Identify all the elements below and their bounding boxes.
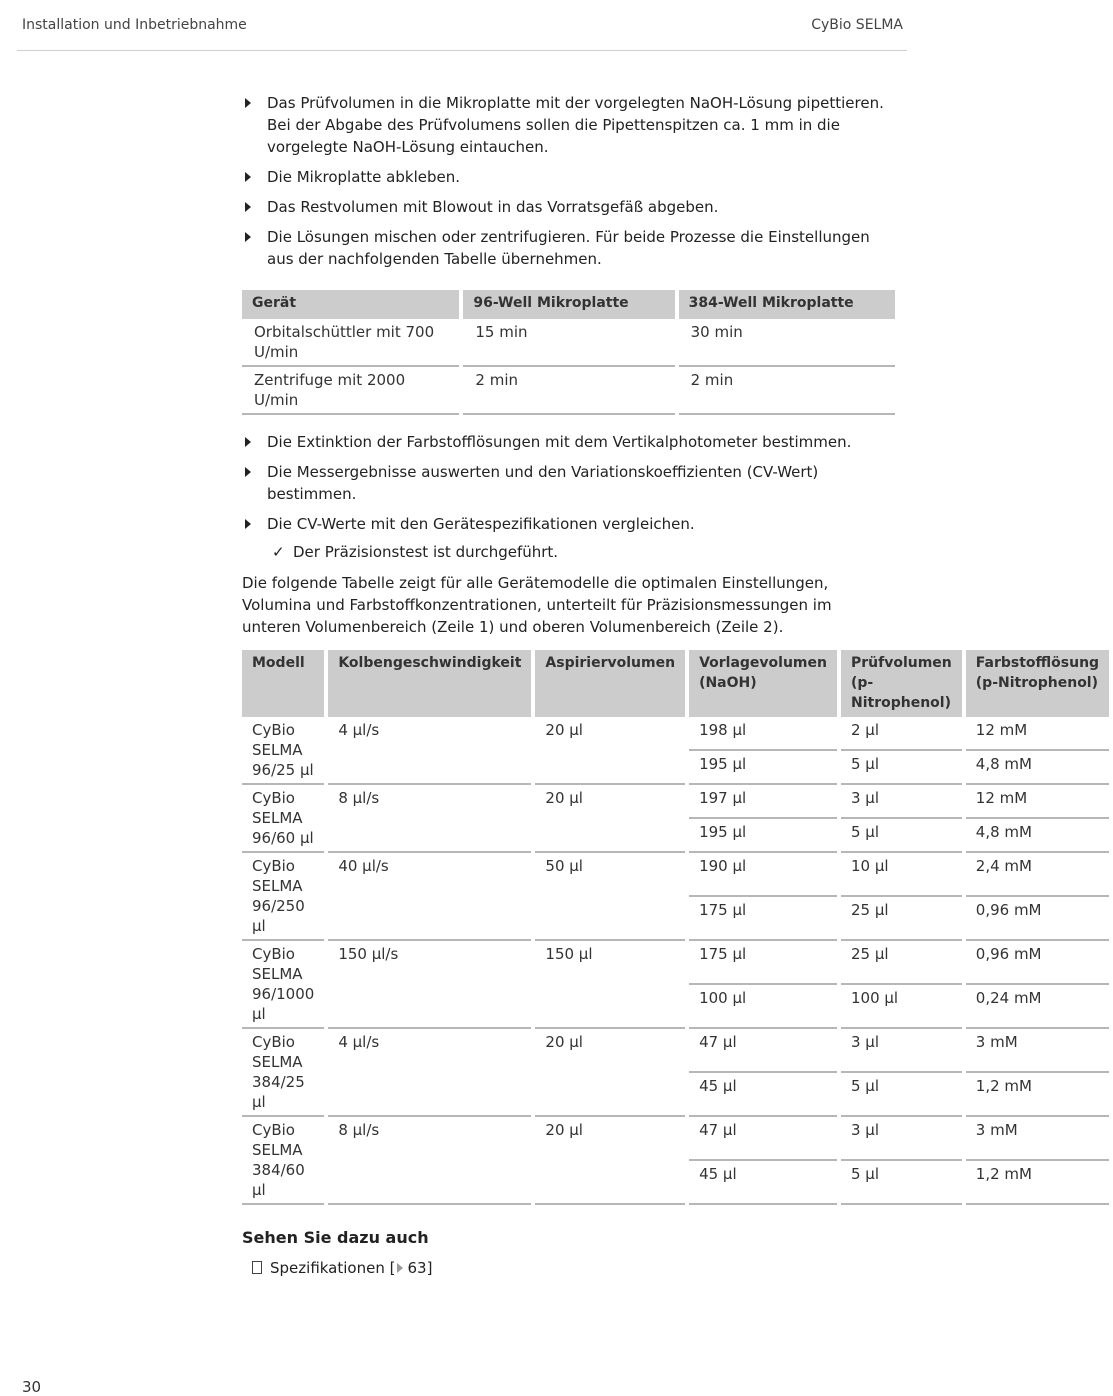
table-cell: 5 µl: [841, 751, 962, 785]
table-cell: 5 µl: [841, 1161, 962, 1205]
table-cell: 175 µl: [689, 897, 837, 941]
running-header-product: CyBio SELMA: [811, 17, 903, 33]
table-cell-model: CyBio SELMA 384/25 µl: [242, 1029, 324, 1117]
table-row: Zentrifuge mit 2000 U/min 2 min 2 min: [242, 367, 895, 415]
page-reference-arrow-icon: [397, 1263, 403, 1273]
table-cell: 100 µl: [689, 985, 837, 1029]
table-cell: 45 µl: [689, 1073, 837, 1117]
table-cell-speed: 8 µl/s: [328, 1117, 531, 1205]
table-row: [242, 785, 1109, 819]
table-cell: 3 µl: [841, 1029, 962, 1073]
table-header-cell: Kolbengeschwindigkeit: [328, 650, 531, 717]
table-cell-speed: 8 µl/s: [328, 785, 531, 853]
document-icon: [252, 1261, 262, 1274]
table-cell-aspirate: 50 µl: [535, 853, 685, 941]
table-cell: 12 mM: [966, 717, 1109, 751]
list-item: Die Extinktion der Farbstofflösungen mit dem Vertikalphotometer bestimmen.: [242, 431, 895, 453]
table-cell-speed: 4 µl/s: [328, 717, 531, 785]
table-cell: 25 µl: [841, 941, 962, 985]
table-cell: 100 µl: [841, 985, 962, 1029]
bullet-arrow-icon: [245, 519, 251, 529]
table-cell-speed: 40 µl/s: [328, 853, 531, 941]
table-cell: 47 µl: [689, 1117, 837, 1161]
precision-settings-table: [238, 650, 1113, 1205]
table-cell: 47 µl: [689, 1029, 837, 1073]
table-cell-aspirate: 20 µl: [535, 717, 685, 785]
result-line: ✓ Der Präzisionstest ist durchgeführt.: [272, 543, 559, 561]
table-cell: 1,2 mM: [966, 1161, 1109, 1205]
table-cell-model: CyBio SELMA 96/1000 µl: [242, 941, 324, 1029]
table-header-cell: 384-Well Mikroplatte: [679, 290, 895, 319]
table-cell-aspirate: 20 µl: [535, 785, 685, 853]
list-item: Die Messergebnisse auswerten und den Variationskoeffizienten (CV-Wert) bestimmen.: [242, 461, 895, 505]
list-item: Das Restvolumen mit Blowout in das Vorratsgefäß abgeben.: [242, 196, 895, 218]
table-cell: 2,4 mM: [966, 853, 1109, 897]
table-cell-model: CyBio SELMA 96/25 µl: [242, 717, 324, 785]
table-cell-aspirate: 20 µl: [535, 1029, 685, 1117]
table-row: [242, 853, 1109, 897]
table-cell: 195 µl: [689, 819, 837, 853]
table-header-cell: Prüfvolumen (p-Nitrophenol): [841, 650, 962, 717]
table-cell-model: CyBio SELMA 96/250 µl: [242, 853, 324, 941]
table-cell: 190 µl: [689, 853, 837, 897]
table-cell: 3 mM: [966, 1029, 1109, 1073]
mixing-settings-table: [238, 290, 899, 415]
bullet-arrow-icon: [245, 232, 251, 242]
table-header-cell: Farbstofflösung (p-Nitrophenol): [966, 650, 1109, 717]
table-cell: 3 µl: [841, 1117, 962, 1161]
bullet-arrow-icon: [245, 467, 251, 477]
bullet-arrow-icon: [245, 202, 251, 212]
table-cell: 10 µl: [841, 853, 962, 897]
table-cell: 0,24 mM: [966, 985, 1109, 1029]
table-intro-paragraph: Die folgende Tabelle zeigt für alle Gerätemodelle die optimalen Einstellungen, Volumina und Farbstoffkonzentrationen, unterteilt für Präzisionsmessungen im unteren Volumenbereich (Zeile 1) und oberen Volumenbereich (Zeile 2).: [242, 574, 832, 636]
table-cell: 0,96 mM: [966, 897, 1109, 941]
table-cell: 175 µl: [689, 941, 837, 985]
table-row: [242, 1029, 1109, 1073]
main-content: [242, 92, 1100, 1279]
table-cell: 5 µl: [841, 1073, 962, 1117]
list-item: Die Lösungen mischen oder zentrifugieren. Für beide Prozesse die Einstellungen aus der nachfolgenden Tabelle übernehmen.: [242, 226, 895, 270]
table-cell: 0,96 mM: [966, 941, 1109, 985]
table-cell-aspirate: 150 µl: [535, 941, 685, 1029]
table-header-cell: Aspiriervolumen: [535, 650, 685, 717]
table-cell: 3 µl: [841, 785, 962, 819]
table-cell: 4,8 mM: [966, 819, 1109, 853]
bullet-arrow-icon: [245, 98, 251, 108]
table-cell: 5 µl: [841, 819, 962, 853]
table-cell: 2 µl: [841, 717, 962, 751]
table-cell: 25 µl: [841, 897, 962, 941]
table-header-cell: Vorlagevolumen (NaOH): [689, 650, 837, 717]
table-cell-model: CyBio SELMA 96/60 µl: [242, 785, 324, 853]
table-row: [242, 941, 1109, 985]
running-header-chapter: Installation und Inbetriebnahme: [22, 17, 247, 33]
bullet-arrow-icon: [245, 172, 251, 182]
table-cell-model: CyBio SELMA 384/60 µl: [242, 1117, 324, 1205]
table-cell: 12 mM: [966, 785, 1109, 819]
table-cell: 197 µl: [689, 785, 837, 819]
table-row: [242, 717, 1109, 751]
see-also-link[interactable]: Spezifikationen [ 63]: [242, 1257, 895, 1279]
table-cell: 195 µl: [689, 751, 837, 785]
list-item: Die Mikroplatte abkleben.: [242, 166, 895, 188]
bullet-arrow-icon: [245, 437, 251, 447]
table-header-cell: Gerät: [242, 290, 459, 319]
table-header-cell: 96-Well Mikroplatte: [463, 290, 674, 319]
table-cell-speed: 4 µl/s: [328, 1029, 531, 1117]
header-divider: [17, 50, 907, 51]
table-cell: 3 mM: [966, 1117, 1109, 1161]
table-cell-speed: 150 µl/s: [328, 941, 531, 1029]
table-row: Orbitalschüttler mit 700 U/min 15 min 30 min: [242, 319, 895, 367]
see-also-heading: Sehen Sie dazu auch: [242, 1228, 429, 1247]
list-item: Das Prüfvolumen in die Mikroplatte mit der vorgelegten NaOH-Lösung pipettieren. Bei der Abgabe des Prüfvolumens sollen die Pipettenspitzen ca. 1 mm in die vorgelegte NaOH-Lösung eintauchen.: [242, 92, 895, 158]
page-number: 30: [22, 1378, 42, 1396]
table-header-cell: Modell: [242, 650, 324, 717]
instruction-list-top: [242, 92, 895, 270]
list-item: Die CV-Werte mit den Gerätespezifikationen vergleichen.: [242, 513, 895, 535]
checkmark-icon: ✓: [272, 543, 285, 561]
table-cell-aspirate: 20 µl: [535, 1117, 685, 1205]
table-cell: 45 µl: [689, 1161, 837, 1205]
table-row: [242, 1117, 1109, 1161]
table-cell: 198 µl: [689, 717, 837, 751]
instruction-list-middle: [242, 431, 895, 535]
table-cell: 1,2 mM: [966, 1073, 1109, 1117]
table-cell: 4,8 mM: [966, 751, 1109, 785]
